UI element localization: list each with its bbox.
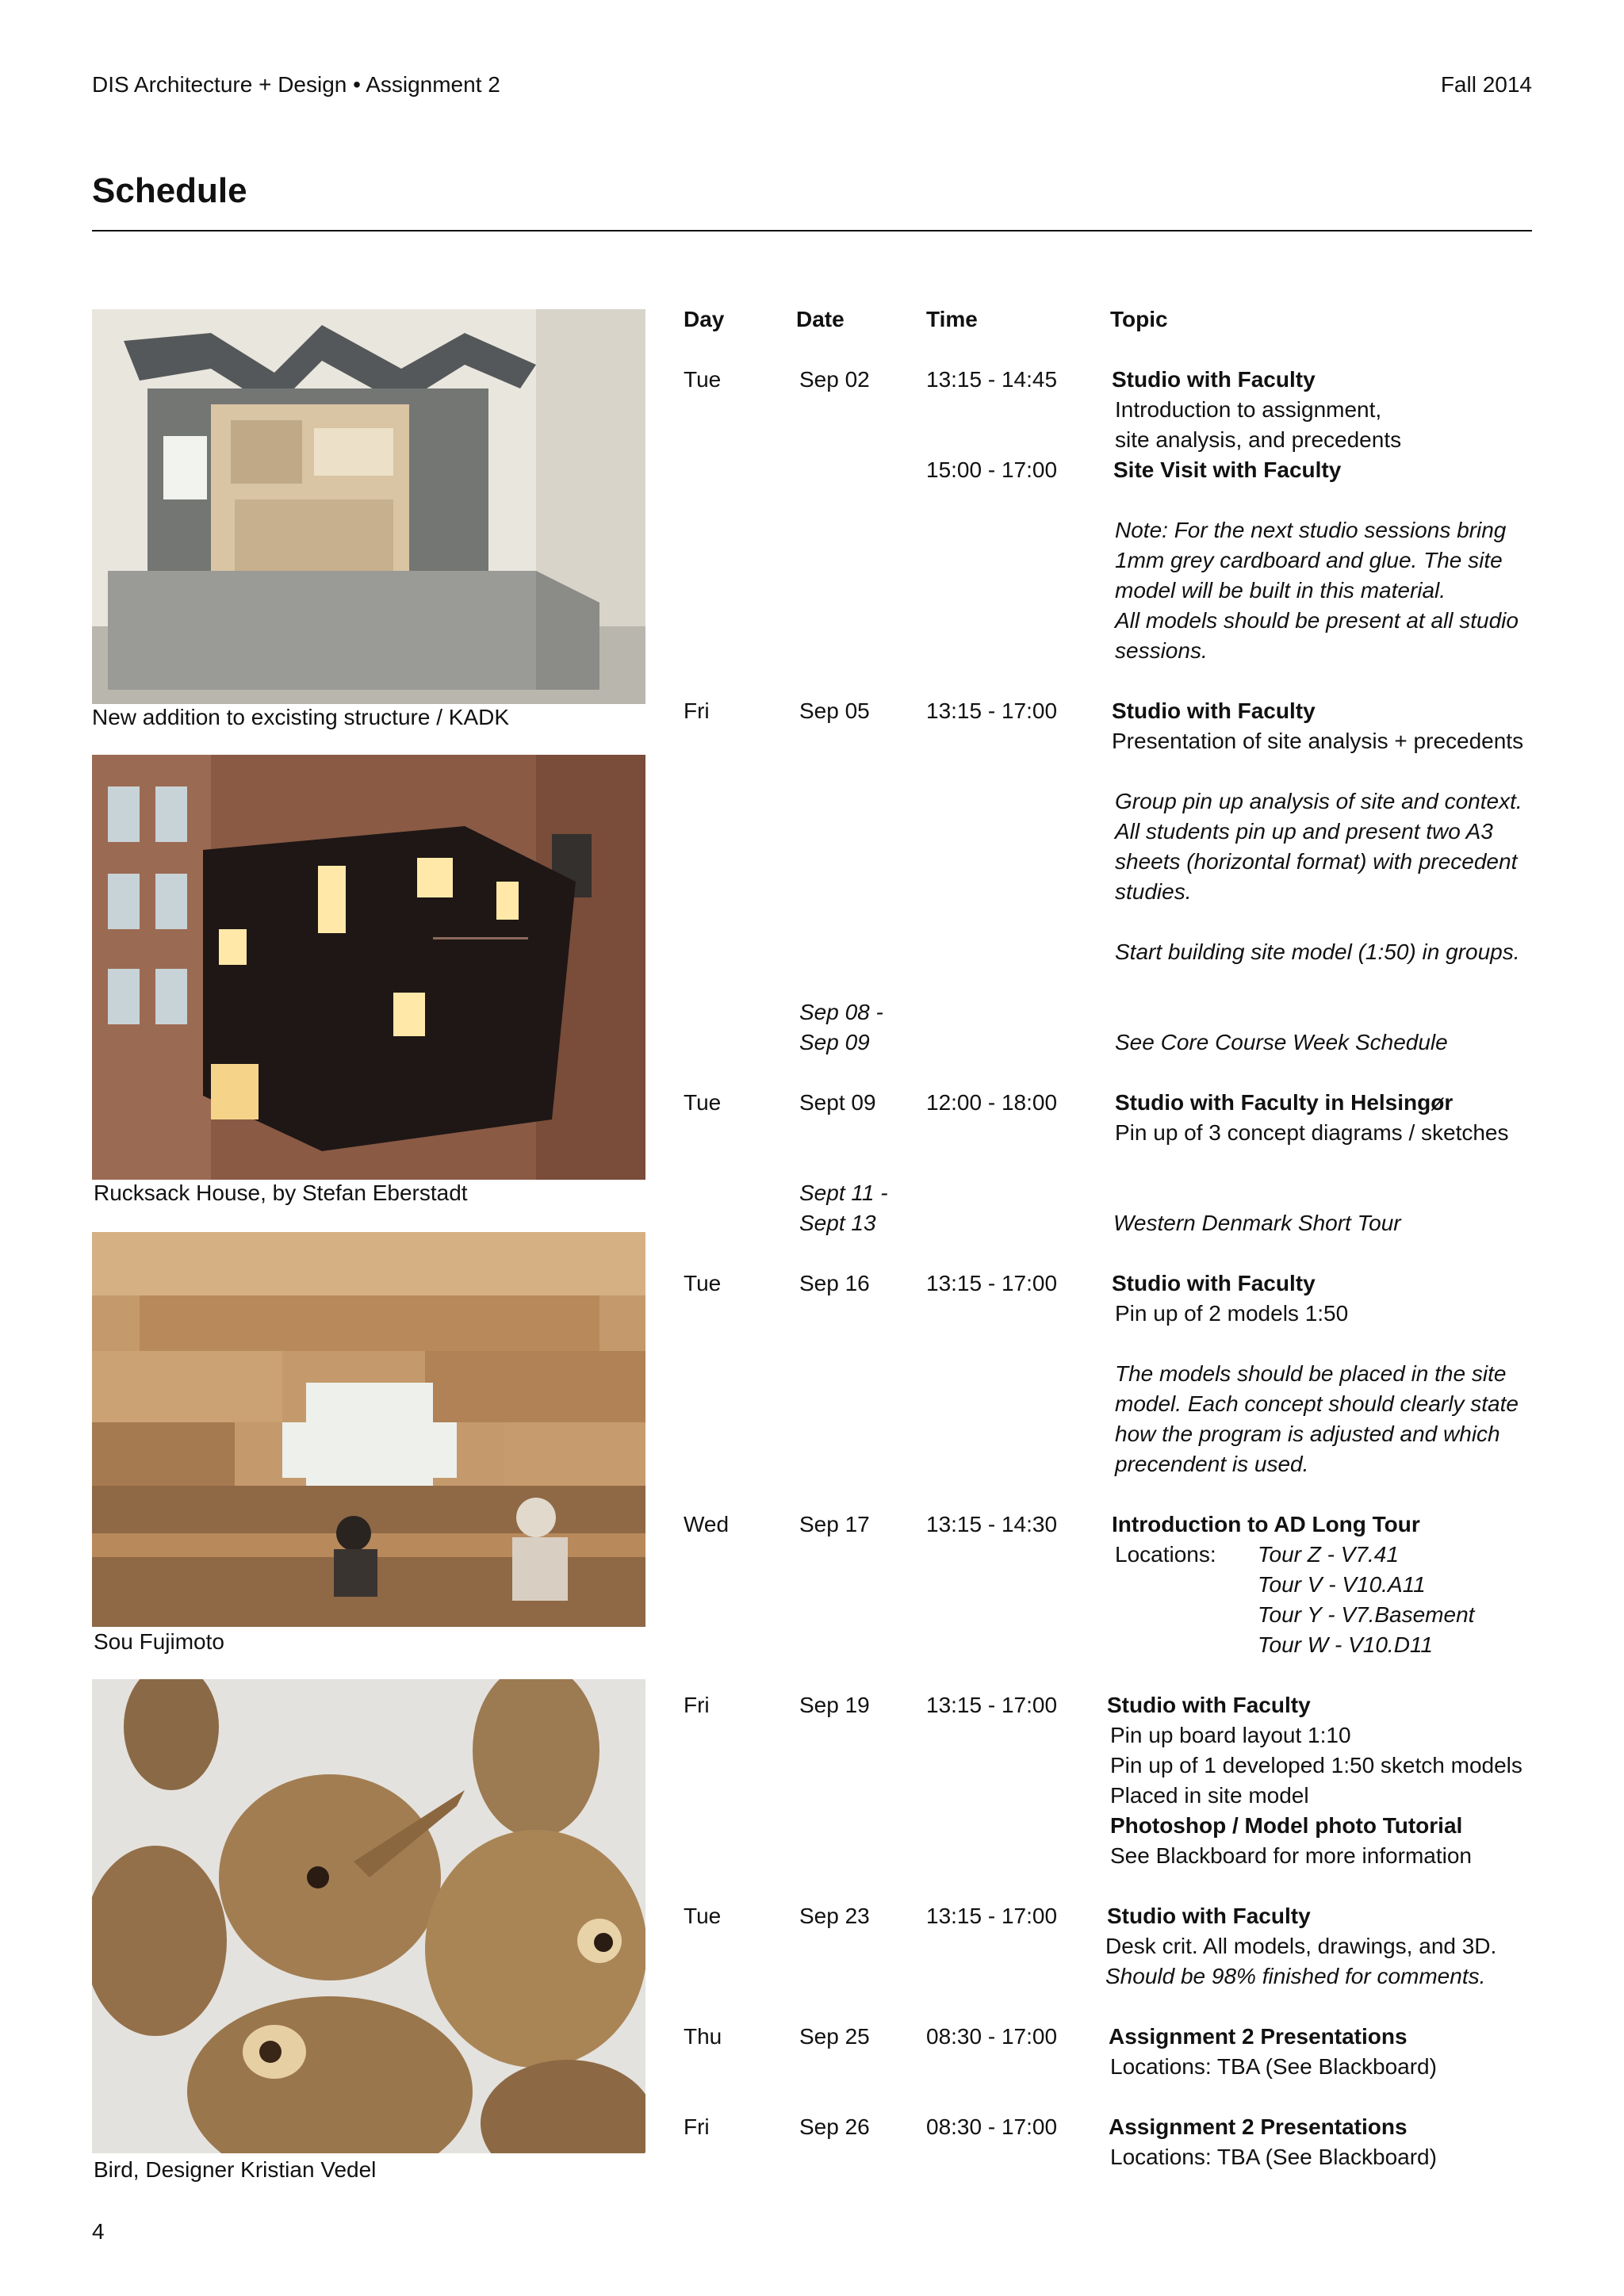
row-day: Thu (684, 2024, 722, 2049)
row-date: Sep 19 (799, 1693, 870, 1717)
row-topic: Studio with Faculty (1112, 1271, 1316, 1295)
row-topic-line: Pin up of 2 models 1:50 (1115, 1301, 1349, 1326)
row-topic-line: Placed in site model (1110, 1783, 1309, 1808)
column-header-date: Date (796, 307, 845, 331)
row-day: Tue (684, 1090, 722, 1115)
photo-caption: Bird, Designer Kristian Vedel (94, 2157, 377, 2182)
row-time: 08:30 - 17:00 (926, 2024, 1058, 2049)
photo-sou-fujimoto (92, 1232, 645, 1627)
row-date: Sept 11 - (799, 1181, 888, 1205)
row-day: Wed (684, 1512, 730, 1536)
row-note: The models should be placed in the site (1115, 1361, 1507, 1386)
row-topic: Introduction to AD Long Tour (1112, 1512, 1420, 1536)
row-day: Fri (684, 2114, 710, 2139)
header-semester: Fall 2014 (1440, 72, 1532, 97)
row-topic: Studio with Faculty (1112, 367, 1316, 392)
row-time: 13:15 - 17:00 (926, 1693, 1058, 1717)
row-date: Sept 09 (799, 1090, 876, 1115)
row-note: Should be 98% finished for comments. (1105, 1964, 1486, 1988)
row-note: model. Each concept should clearly state (1115, 1391, 1519, 1416)
row-topic: Western Denmark Short Tour (1113, 1211, 1401, 1235)
row-date: Sep 23 (799, 1904, 870, 1928)
row-time: 13:15 - 14:45 (926, 367, 1058, 392)
row-note: how the program is adjusted and which (1115, 1422, 1500, 1446)
row-topic-line: Presentation of site analysis + precedents (1112, 729, 1524, 753)
row-day: Tue (684, 1904, 722, 1928)
row-date: Sep 02 (799, 367, 870, 392)
row-topic: See Core Course Week Schedule (1115, 1030, 1448, 1054)
photo-caption: New addition to excisting structure / KADK (92, 705, 510, 729)
row-topic-line: Pin up of 3 concept diagrams / sketches (1115, 1120, 1509, 1145)
row-locations-label: Locations: (1115, 1542, 1216, 1567)
row-note: precendent is used. (1115, 1452, 1309, 1476)
photo-kadk-model (92, 309, 645, 704)
row-topic-line: Pin up of 1 developed 1:50 sketch models (1110, 1753, 1522, 1777)
column-header-day: Day (684, 307, 725, 331)
row-time: 13:15 - 17:00 (926, 1904, 1058, 1928)
row-note: 1mm grey cardboard and glue. The site (1115, 548, 1503, 572)
row-note: Group pin up analysis of site and context. (1115, 789, 1522, 813)
row-location: Tour Z - V7.41 (1258, 1542, 1399, 1567)
title-divider (92, 230, 1532, 232)
row-note: Start building site model (1:50) in groups. (1115, 939, 1520, 964)
row-topic: Studio with Faculty in Helsingør (1115, 1090, 1454, 1115)
row-topic-line: Pin up board layout 1:10 (1110, 1723, 1351, 1747)
row-note: sessions. (1115, 638, 1208, 663)
header-course-title: DIS Architecture + Design • Assignment 2 (92, 72, 500, 97)
row-date: Sep 17 (799, 1512, 870, 1536)
page-title: Schedule (92, 171, 247, 210)
column-header-time: Time (926, 307, 978, 331)
row-time: 08:30 - 17:00 (926, 2114, 1058, 2139)
row-topic-line: Locations: TBA (See Blackboard) (1110, 2054, 1437, 2079)
row-topic: Studio with Faculty (1112, 698, 1316, 723)
row-topic-line: Introduction to assignment, (1115, 397, 1382, 422)
row-location: Tour Y - V7.Basement (1258, 1602, 1475, 1627)
row-note: studies. (1115, 879, 1192, 904)
row-topic: Studio with Faculty (1107, 1904, 1311, 1928)
row-day: Tue (684, 1271, 722, 1295)
photo-wooden-birds (92, 1679, 645, 2153)
row-date: Sep 08 - (799, 1000, 883, 1024)
row-day: Fri (684, 1693, 710, 1717)
row-topic-line: Desk crit. All models, drawings, and 3D. (1105, 1934, 1497, 1958)
row-date: Sep 16 (799, 1271, 870, 1295)
row-time: 13:15 - 14:30 (926, 1512, 1058, 1536)
row-time: 13:15 - 17:00 (926, 698, 1058, 723)
row-topic: Assignment 2 Presentations (1109, 2114, 1408, 2139)
row-location: Tour W - V10.D11 (1258, 1632, 1433, 1657)
row-topic: Studio with Faculty (1107, 1693, 1311, 1717)
row-note: sheets (horizontal format) with precedent (1115, 849, 1518, 874)
photo-rucksack-house (92, 755, 645, 1180)
row-note: Note: For the next studio sessions bring (1115, 518, 1507, 542)
row-topic: Photoshop / Model photo Tutorial (1110, 1813, 1463, 1838)
row-topic-line: site analysis, and precedents (1115, 427, 1402, 452)
row-date: Sept 13 (799, 1211, 876, 1235)
row-topic: Site Visit with Faculty (1113, 457, 1342, 482)
page-number: 4 (92, 2219, 105, 2244)
row-note: All models should be present at all studio (1115, 608, 1519, 633)
column-header-topic: Topic (1110, 307, 1168, 331)
row-day: Tue (684, 367, 722, 392)
row-date: Sep 09 (799, 1030, 870, 1054)
row-note: model will be built in this material. (1115, 578, 1446, 603)
photo-caption: Rucksack House, by Stefan Eberstadt (94, 1181, 468, 1205)
row-date: Sep 26 (799, 2114, 870, 2139)
row-topic-line: Locations: TBA (See Blackboard) (1110, 2145, 1437, 2169)
row-day: Fri (684, 698, 710, 723)
row-time: 15:00 - 17:00 (926, 457, 1058, 482)
row-time: 13:15 - 17:00 (926, 1271, 1058, 1295)
row-time: 12:00 - 18:00 (926, 1090, 1058, 1115)
row-topic-line: See Blackboard for more information (1110, 1843, 1472, 1868)
row-topic: Assignment 2 Presentations (1109, 2024, 1408, 2049)
row-location: Tour V - V10.A11 (1258, 1572, 1426, 1597)
row-date: Sep 05 (799, 698, 870, 723)
row-note: All students pin up and present two A3 (1115, 819, 1493, 844)
photo-caption: Sou Fujimoto (94, 1629, 224, 1654)
row-date: Sep 25 (799, 2024, 870, 2049)
